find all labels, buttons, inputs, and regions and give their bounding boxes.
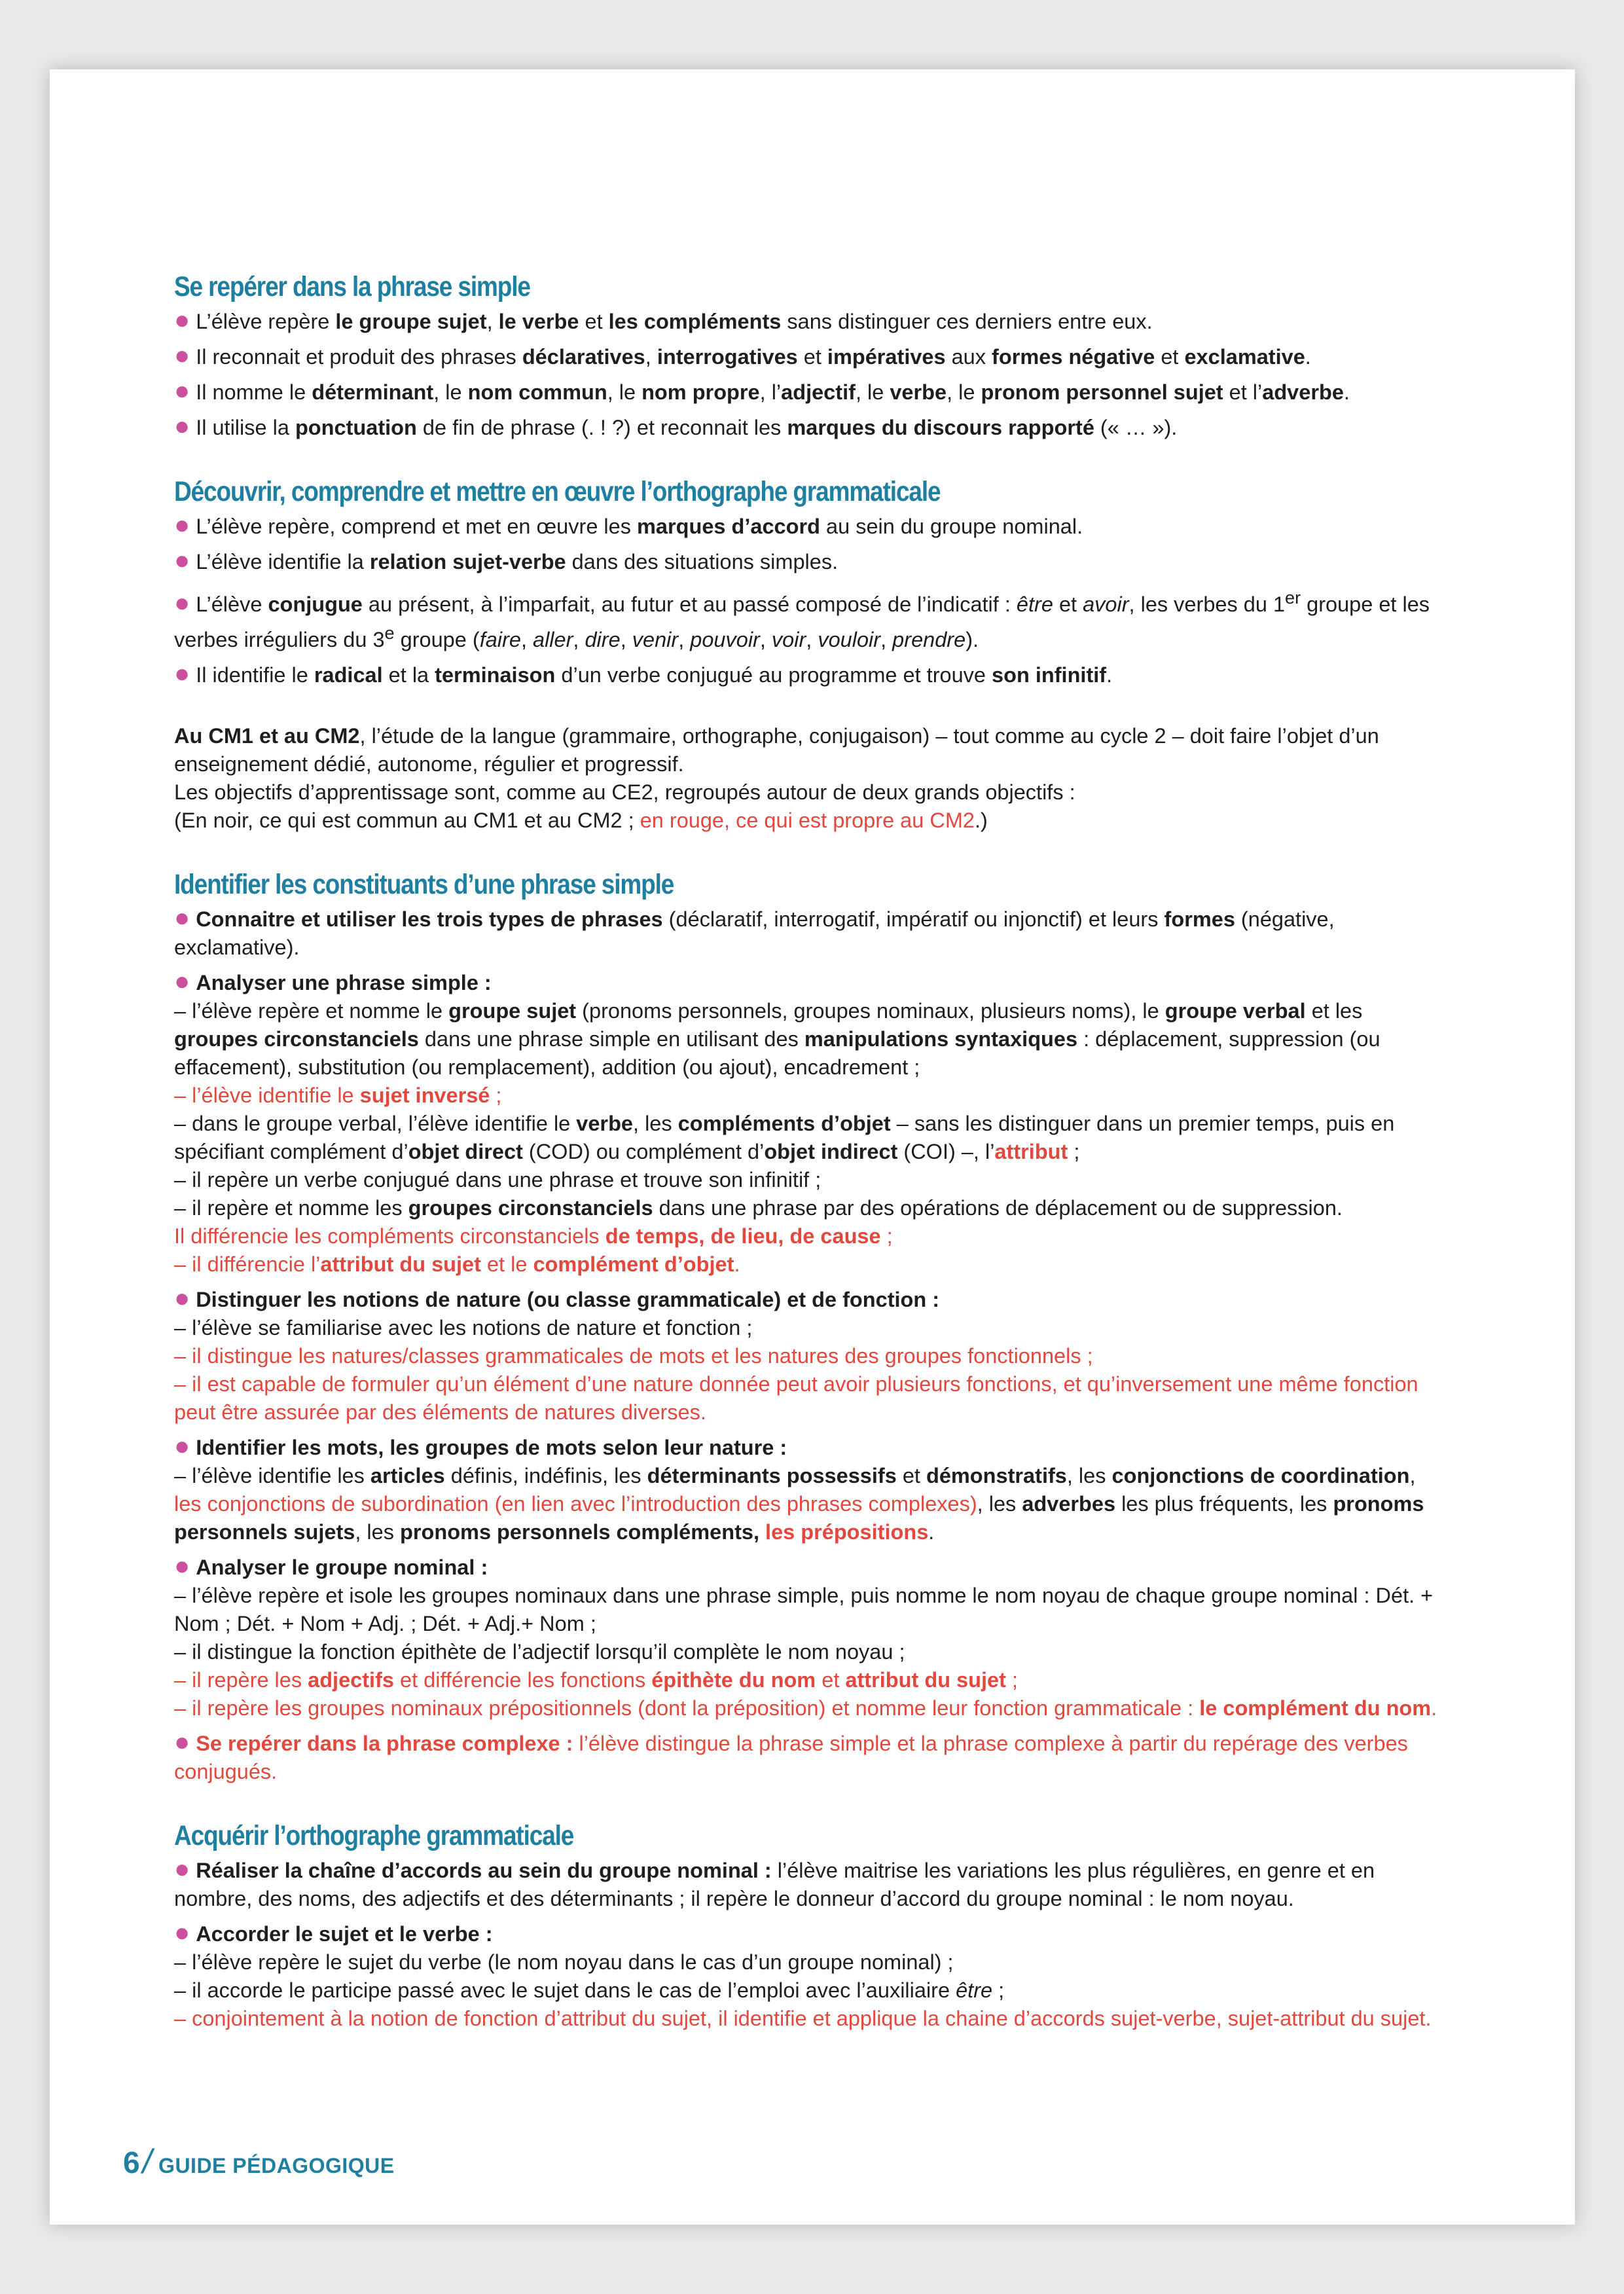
bullet-dot-icon: ● — [174, 1854, 190, 1884]
bullet-dot-icon: ● — [174, 306, 190, 335]
intro-line: Les objectifs d’apprentissage sont, comme au CE2, regroupés autour de deux grands objectifs : — [174, 780, 1075, 804]
bullet-dot-icon: ● — [174, 1551, 190, 1580]
section-heading: Identifier les constituants d’une phrase simple — [174, 868, 674, 900]
section-identifier-constituants — [174, 867, 1448, 1786]
bullet-block-groupe-nominal: ● Analyser le groupe nominal : – l’élève repère et isole les groupes nominaux dans une phrase simple, puis nomme le nom noyau de chaque groupe nominal : Dét. + Nom ; Dét. + Nom + Adj. ; Dét. + Adj.+ Nom ; – il distingue la fonction épithète de l’adjectif lorsqu’il complète le nom noyau ; – il repère les adjectifs et différencie les fonctions épithète du nom et attribut du sujet ; – il repère les groupes nominaux prépositionnels (dont la préposition) et nomme leur fonction grammaticale : le complément du nom. — [174, 1551, 1437, 1720]
page-content — [174, 270, 1448, 2066]
bullet-item: ● Il utilise la ponctuation de fin de phrase (. ! ?) et reconnait les marques du discours rapporté (« … »). — [174, 412, 1178, 441]
document-page — [50, 69, 1575, 2225]
bullet-dot-icon: ● — [174, 376, 190, 405]
bullet-dot-icon: ● — [174, 341, 190, 370]
bullet-dot-icon: ● — [174, 903, 190, 932]
bullet-dot-icon: ● — [174, 966, 190, 996]
bullet-dot-icon: ● — [174, 1283, 190, 1313]
bullet-dot-icon: ● — [174, 1727, 190, 1757]
bullet-item: ● Connaitre et utiliser les trois types de phrases (déclaratif, interrogatif, impératif ou injonctif) et leurs formes (négative, exclamative). — [174, 903, 1335, 959]
bullet-item: ● L’élève identifie la relation sujet-verbe dans des situations simples. — [174, 546, 839, 575]
bullet-dot-icon: ● — [174, 588, 190, 617]
page-number: 6 — [123, 2145, 140, 2179]
footer-label: GUIDE PÉDAGOGIQUE — [158, 2154, 395, 2177]
section-orthographe-grammaticale-ce2 — [174, 475, 1448, 689]
bullet-item: ● Réaliser la chaîne d’accords au sein du groupe nominal : l’élève maitrise les variations les plus régulières, en genre et en nombre, des noms, des adjectifs et des déterminants ; il repère le donneur d’accord du groupe nominal : le nom noyau. — [174, 1854, 1375, 1910]
bullet-block-phrase-complexe: ● Se repérer dans la phrase complexe : l’élève distingue la phrase simple et la phrase complexe à partir du repérage des verbes conjugués. — [174, 1727, 1408, 1783]
bullet-block-analyser-phrase: ● Analyser une phrase simple : – l’élève repère et nomme le groupe sujet (pronoms personnels, groupes nominaux, plusieurs noms), le groupe verbal et les groupes circonstanciels dans une phrase simple en utilisant des manipulations syntaxiques : déplacement, suppression (ou effacement), substitution (ou remplacement), addition (ou ajout), encadrement ; – l’élève identifie le sujet inversé ; – dans le groupe verbal, l’élève identifie le verbe, les compléments d’objet – sans les distinguer dans un premier temps, puis en spécifiant complément d’objet direct (COD) ou complément d’objet indirect (COI) –, l’attribut ; – il repère un verbe conjugué dans une phrase et trouve son infinitif ; – il repère et nomme les groupes circonstanciels dans une phrase par des opérations de déplacement ou de suppression. Il différencie les compléments circonstanciels de temps, de lieu, de cause ; – il différencie l’attribut du sujet et le complément d’objet. — [174, 966, 1395, 1276]
intro-legend: (En noir, ce qui est commun au CM1 et au CM2 ; en rouge, ce qui est propre au CM2.) — [174, 808, 988, 832]
section-reperer-phrase-simple — [174, 270, 1448, 442]
bullet-dot-icon: ● — [174, 1431, 190, 1461]
bullet-item: ● Il reconnait et produit des phrases déclaratives, interrogatives et impératives aux formes négative et exclamative. — [174, 341, 1311, 370]
section-heading: Acquérir l’orthographe grammaticale — [174, 1819, 574, 1851]
section-heading: Se repérer dans la phrase simple — [174, 271, 530, 302]
bullet-dot-icon: ● — [174, 546, 190, 575]
bullet-item: ● L’élève repère, comprend et met en œuvre les marques d’accord au sein du groupe nominal. — [174, 511, 1083, 539]
section-acquerir-orthographe — [174, 1819, 1448, 2033]
bullet-dot-icon: ● — [174, 659, 190, 688]
bullet-dot-icon: ● — [174, 412, 190, 441]
bullet-item: ● L’élève repère le groupe sujet, le verbe et les compléments sans distinguer ces derniers entre eux. — [174, 306, 1153, 335]
bullet-item: ● Il nomme le déterminant, le nom commun, le nom propre, l’adjectif, le verbe, le pronom personnel sujet et l’adverbe. — [174, 376, 1350, 405]
bullet-item: ● Il identifie le radical et la terminaison d’un verbe conjugué au programme et trouve son infinitif. — [174, 659, 1113, 688]
bullet-item: ● L’élève conjugue au présent, à l’imparfait, au futur et au passé composé de l’indicatif : être et avoir, les verbes du 1er groupe et les verbes irréguliers du 3e groupe (faire, aller, dire, venir, pouvoir, voir, vouloir, prendre). — [174, 587, 1430, 651]
footer-separator: / — [142, 2143, 153, 2181]
bullet-block-accorder-sujet-verbe: ● Accorder le sujet et le verbe : – l’élève repère le sujet du verbe (le nom noyau dans le cas d’un groupe nominal) ; – il accorde le participe passé avec le sujet dans le cas de l’emploi avec l’auxiliaire être ; – conjointement à la notion de fonction d’attribut du sujet, il identifie et applique la chaine d’accords sujet-verbe, sujet-attribut du sujet. — [174, 1918, 1432, 2030]
bullet-block-identifier-mots: ● Identifier les mots, les groupes de mots selon leur nature : – l’élève identifie les articles définis, indéfinis, les déterminants possessifs et démonstratifs, les conjonctions de coordination, les conjonctions de subordination (en lien avec l’introduction des phrases complexes), les adverbes les plus fréquents, les pronoms personnels sujets, les pronoms personnels compléments, les prépositions. — [174, 1431, 1424, 1544]
bullet-dot-icon: ● — [174, 511, 190, 539]
intro-line: Au CM1 et au CM2, l’étude de la langue (grammaire, orthographe, conjugaison) – tout comme au cycle 2 – doit faire l’objet d’un enseignement dédié, autonome, régulier et progressif. — [174, 723, 1379, 776]
bullet-block-nature-fonction: ● Distinguer les notions de nature (ou classe grammaticale) et de fonction : – l’élève se familiarise avec les notions de nature et fonction ; – il distingue les natures/classes grammaticales de mots et les natures des groupes fonctionnels ; – il est capable de formuler qu’un élément d’une nature donnée peut avoir plusieurs fonctions, et qu’inversement une même fonction peut être assurée par des éléments de natures diverses. — [174, 1283, 1418, 1424]
bullet-dot-icon: ● — [174, 1918, 190, 1947]
page-footer — [123, 2142, 395, 2181]
section-heading: Découvrir, comprendre et mettre en œuvre l’orthographe grammaticale — [174, 476, 941, 507]
intro-paragraph — [174, 722, 1448, 835]
